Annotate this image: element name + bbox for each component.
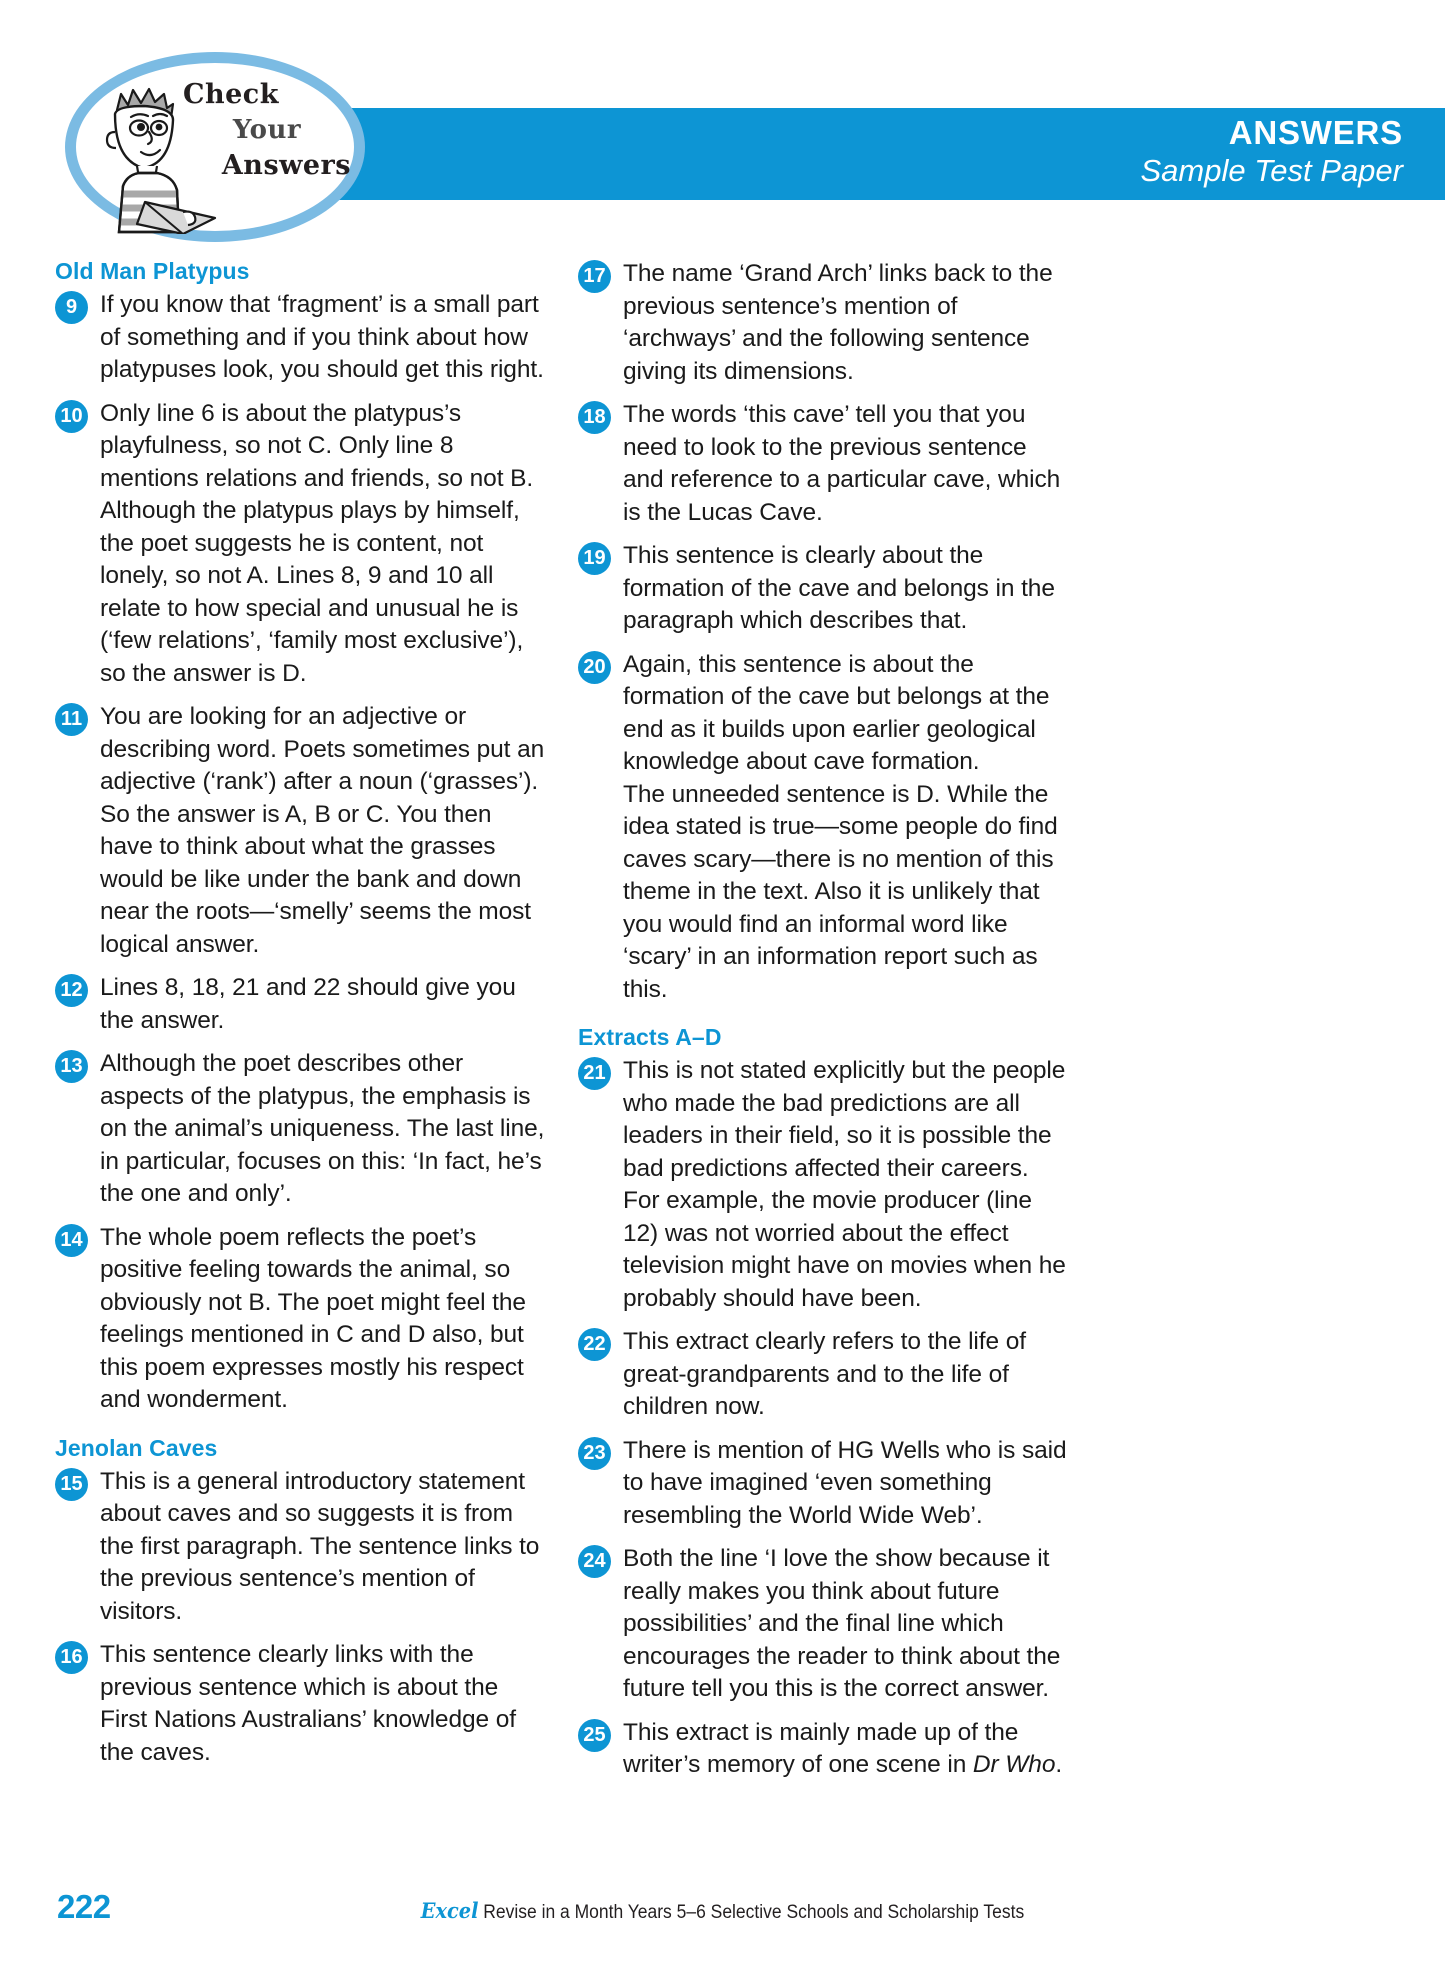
answer-text-after: . (1055, 1751, 1063, 1778)
answer-number-badge: 12 (55, 974, 88, 1007)
answer-item (55, 1639, 545, 1769)
left-column (55, 258, 545, 1780)
answer-body (623, 1717, 1068, 1782)
answer-number-badge: 23 (578, 1437, 611, 1470)
answer-body: This sentence clearly links with the previous sentence which is about the First Nations Australians’ knowledge of the caves. (100, 1641, 516, 1766)
answer-item (55, 972, 545, 1037)
answer-item (578, 1543, 1068, 1706)
answer-number-badge: 24 (578, 1545, 611, 1578)
answer-number-badge: 21 (578, 1057, 611, 1090)
page-subtitle: Sample Test Paper (1140, 153, 1403, 188)
answer-number-badge: 13 (55, 1050, 88, 1083)
answer-paragraph-extra: The unneeded sentence is D. While the idea stated is true—some people do find caves scary—there is no mention of this theme in the text. Also it is unlikely that you would find an informal word like ‘scary’ in an information report such as this. (623, 780, 1058, 1003)
page-title: ANSWERS (1228, 114, 1403, 151)
answer-body: The whole poem reflects the poet’s positive feeling towards the animal, so obviously not B. The poet might feel the feelings mentioned in C and D also, but this poem expresses mostly his respect and wonderment. (100, 1223, 526, 1413)
section-heading-jenolan-caves: Jenolan Caves (55, 1434, 218, 1461)
answer-body: There is mention of HG Wells who is said to have imagined ‘even something resembling the World Wide Web’. (623, 1436, 1067, 1529)
answer-text-before: This extract is mainly made up of the writer’s memory of one scene in (623, 1718, 1019, 1778)
answer-number-badge: 16 (55, 1641, 88, 1674)
answer-item (578, 1326, 1068, 1424)
badge-line-your: Your (232, 115, 302, 145)
answer-item (55, 1466, 545, 1629)
answer-body: You are looking for an adjective or describing word. Poets sometimes put an adjective (‘rank’) after a noun (‘grasses’). So the answer is A, B or C. You then have to think about what the grasses would be like under the bank and down near the roots—‘smelly’ seems the most logical answer. (100, 703, 545, 958)
badge-line-answers: Answers (221, 150, 351, 181)
answer-number-badge: 10 (55, 400, 88, 433)
answer-item (578, 1435, 1068, 1533)
footer-brand: Excel (420, 1898, 479, 1923)
answer-number-badge: 25 (578, 1719, 611, 1752)
footer-credit (58, 1898, 1387, 1924)
answer-item (55, 289, 545, 387)
answer-number-badge: 17 (578, 260, 611, 293)
answer-number-badge: 9 (55, 291, 88, 324)
answer-number-badge: 14 (55, 1224, 88, 1257)
answer-body: This extract clearly refers to the life of great-grandparents and to the life of children now. (623, 1328, 1026, 1420)
section-heading-extracts: Extracts A–D (578, 1024, 722, 1050)
answer-item (578, 1055, 1068, 1315)
answer-item (578, 540, 1068, 638)
answer-number-badge: 22 (578, 1328, 611, 1361)
section-heading-old-man-platypus: Old Man Platypus (55, 258, 250, 284)
answer-body: Both the line ‘I love the show because it really makes you think about future possibilities’ and the final line which encourages the reader to think about the future tell you this is the correct answer. (623, 1545, 1061, 1702)
answer-item (55, 398, 545, 691)
answer-item (578, 399, 1068, 529)
answer-body: The name ‘Grand Arch’ links back to the previous sentence’s mention of ‘archways’ and the following sentence giving its dimensions. (623, 260, 1053, 385)
answer-body (623, 649, 1068, 1007)
answer-item (578, 1717, 1068, 1782)
answer-number-badge: 18 (578, 401, 611, 434)
answer-body: Although the poet describes other aspects of the platypus, the emphasis is on the animal’s uniqueness. The last line, in particular, focuses on this: ‘In fact, he’s the one and only’. (100, 1050, 545, 1207)
answer-title-italic: Dr Who (972, 1751, 1056, 1778)
answer-number-badge: 19 (578, 542, 611, 575)
answer-item (55, 1222, 545, 1417)
answer-number-badge: 20 (578, 651, 611, 684)
answer-item (578, 258, 1068, 388)
answer-body: Only line 6 is about the platypus’s playfulness, so not C. Only line 8 mentions relations and friends, so not B. Although the platypus plays by himself, the poet suggests he is content, not lonely, so not A. Lines 8, 9 and 10 all relate to how special and unusual he is (‘few relations’, ‘family most exclusive’), so the answer is D. (100, 399, 534, 687)
answer-body: This is a general introductory statement about caves and so suggests it is from the first paragraph. The sentence links to the previous sentence’s mention of visitors. (100, 1467, 540, 1625)
right-column (578, 258, 1068, 1793)
answer-body: The words ‘this cave’ tell you that you need to look to the previous sentence and reference to a particular cave, which is the Lucas Cave. (623, 401, 1061, 526)
badge-line-check: Check (183, 79, 279, 110)
answer-body: If you know that ‘fragment’ is a small part of something and if you think about how platypuses look, you should get this right. (100, 291, 544, 383)
answer-number-badge: 11 (55, 703, 88, 736)
answer-paragraph: Again, this sentence is about the formation of the cave but belongs at the end as it builds upon earlier geological knowledge about cave formation. (623, 650, 1050, 775)
answer-body: This sentence is clearly about the formation of the cave and belongs in the paragraph which describes that. (623, 542, 1055, 634)
header-titles (703, 108, 1403, 200)
answer-item (55, 1048, 545, 1211)
answer-number-badge: 15 (55, 1468, 88, 1501)
page-number: 222 (57, 1888, 111, 1925)
answer-item (55, 701, 545, 961)
footer-credit-text: Revise in a Month Years 5–6 Selective Schools and Scholarship Tests (478, 1902, 1025, 1923)
answer-body: This is not stated explicitly but the people who made the bad predictions are all leaders in their field, so it is possible the bad predictions affected their careers. For example, the movie producer (line 12) was not worried about the effect television might have on movies when he probably should have been. (623, 1057, 1066, 1312)
check-your-answers-badge (65, 52, 365, 242)
badge-text (183, 78, 351, 184)
answer-item (578, 649, 1068, 1007)
answer-body: Lines 8, 18, 21 and 22 should give you the answer. (100, 974, 516, 1034)
